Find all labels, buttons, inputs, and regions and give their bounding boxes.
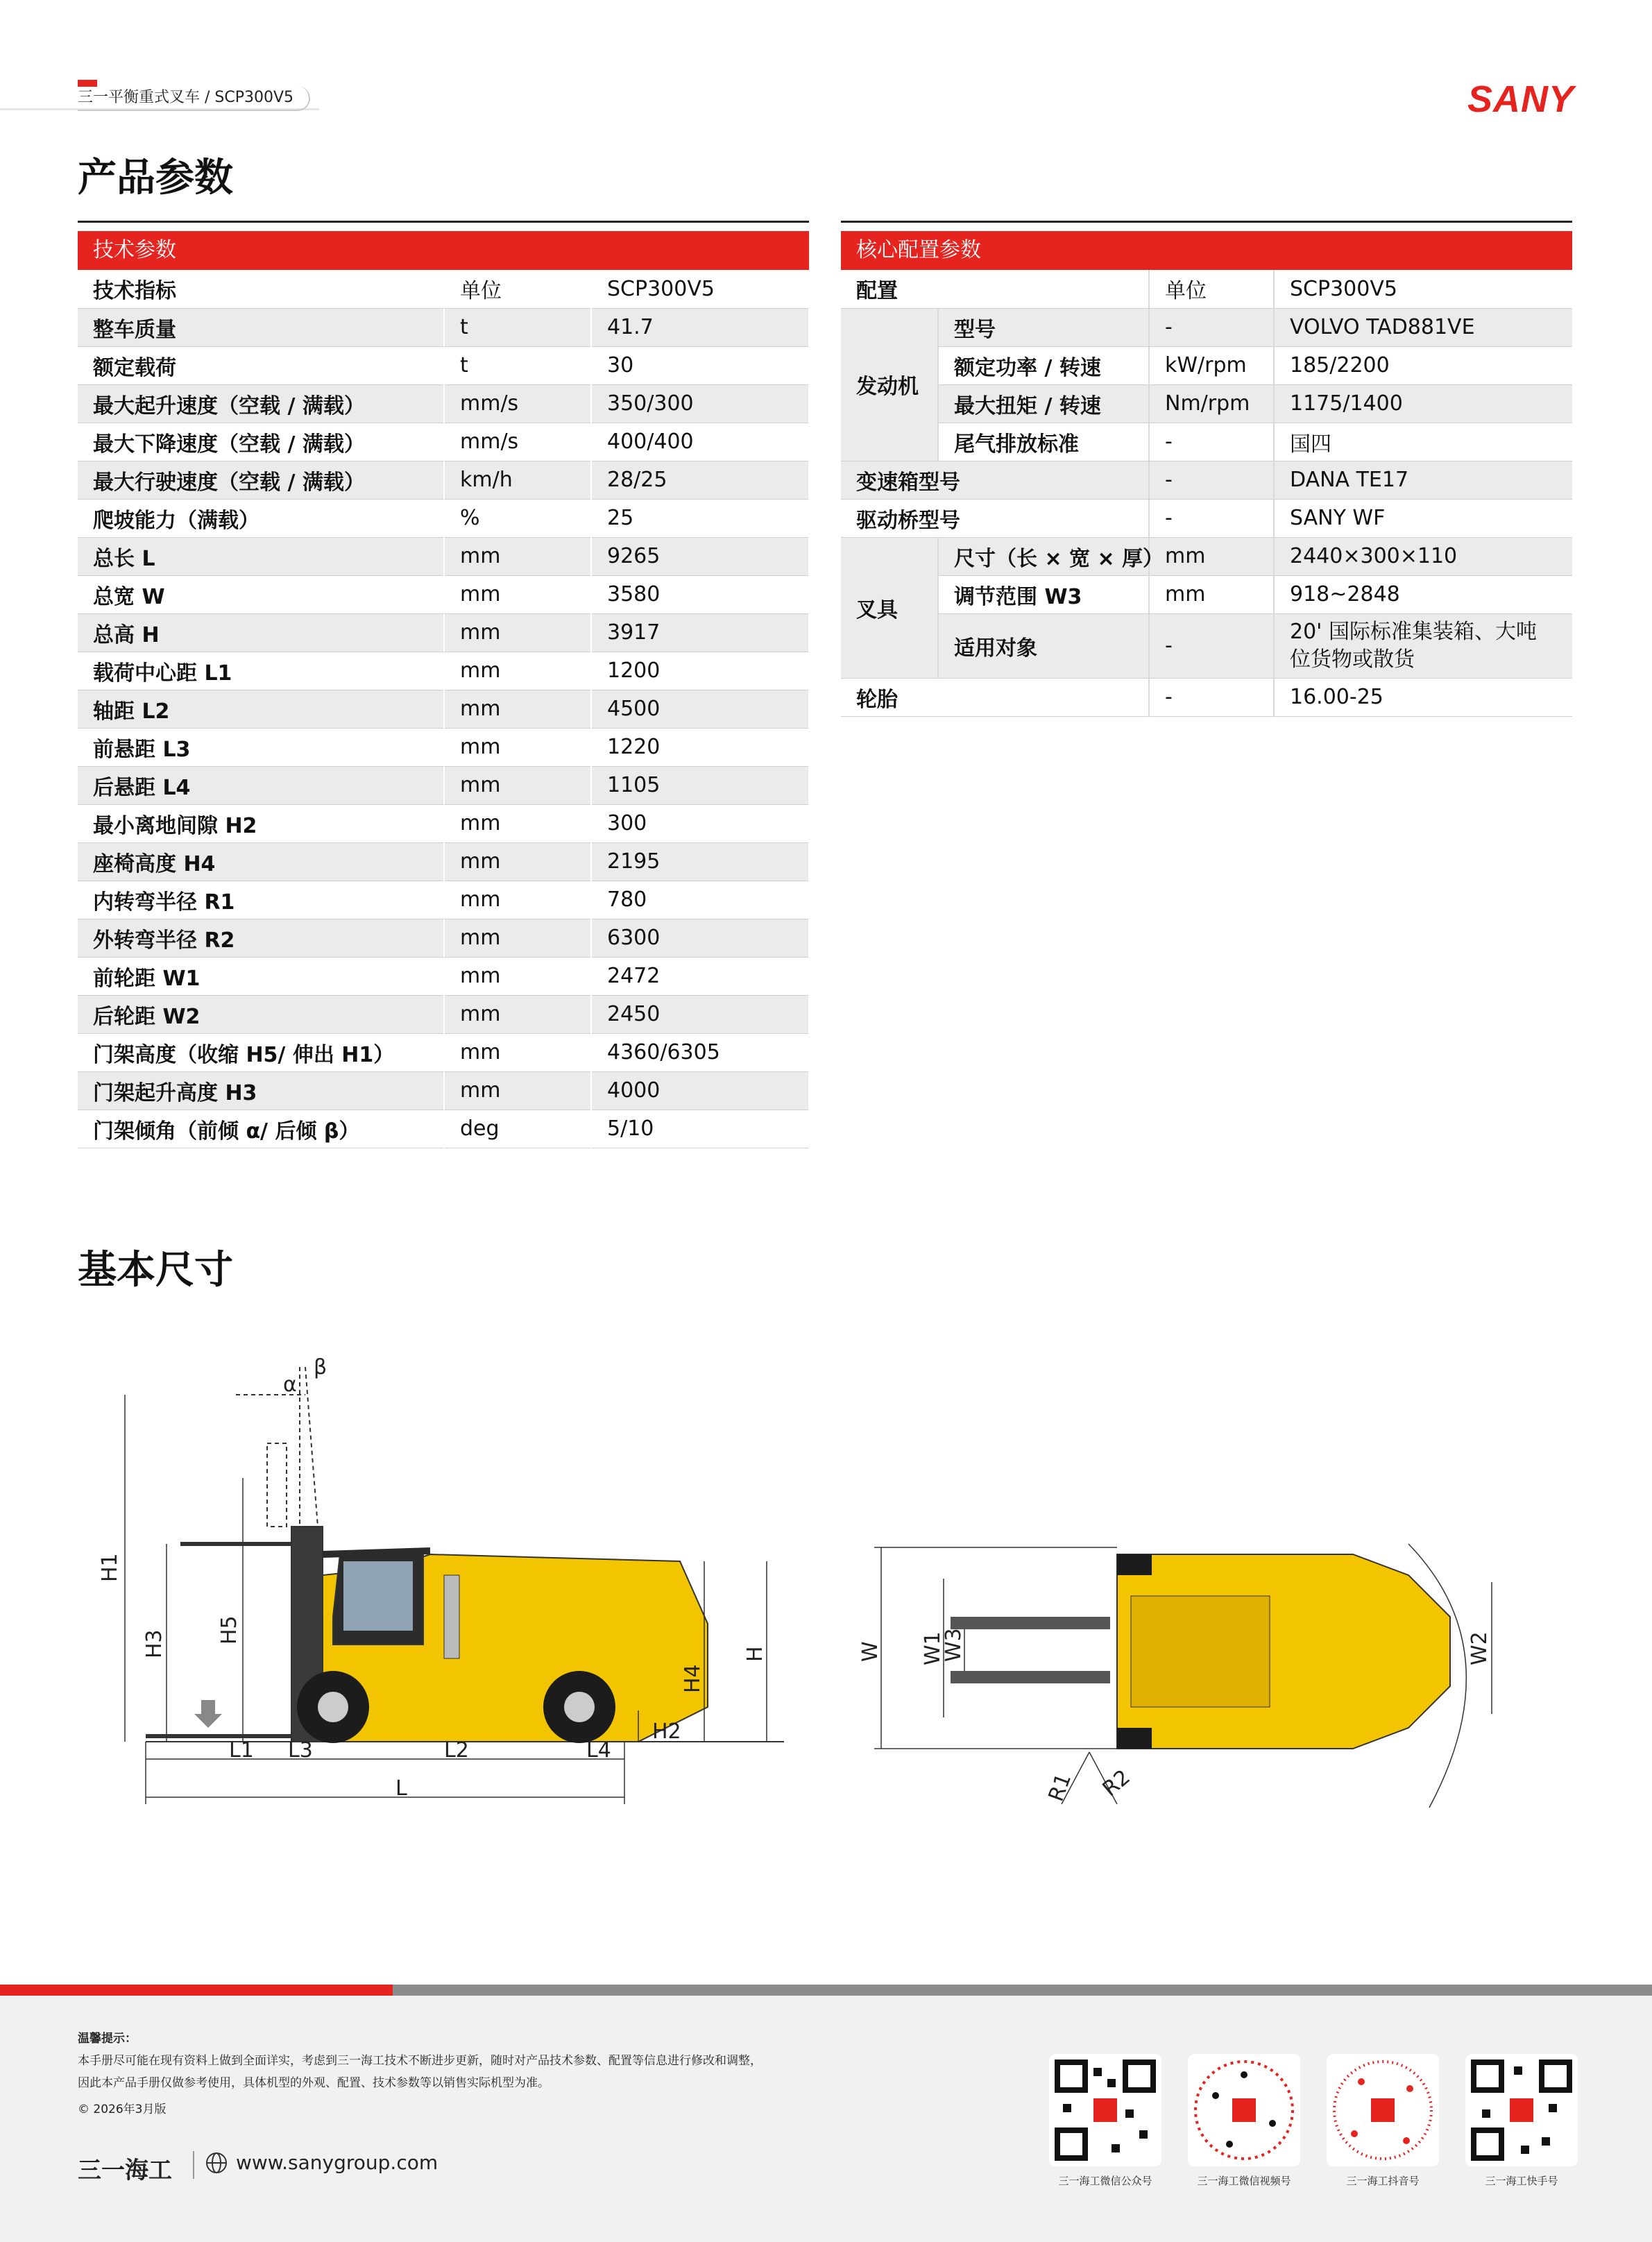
table-row xyxy=(78,766,809,804)
table-row xyxy=(78,1110,809,1148)
cell: - xyxy=(1149,423,1274,461)
fork-group: 叉具 xyxy=(841,537,938,678)
cell: mm xyxy=(444,957,591,995)
table-row xyxy=(78,1071,809,1110)
cell: 总长 L xyxy=(78,537,444,575)
website-text: www.sanygroup.com xyxy=(236,2151,438,2174)
copyright: © 2026年3月版 xyxy=(78,2103,167,2116)
cell: 调节范围 W3 xyxy=(938,575,1149,613)
table-row xyxy=(78,652,809,690)
cell: kW/rpm xyxy=(1149,346,1274,384)
cell: 185/2200 xyxy=(1274,346,1572,384)
table-row xyxy=(78,995,809,1033)
dim-label: L1 xyxy=(229,1738,254,1763)
cell: 780 xyxy=(591,881,809,919)
tech-table-header xyxy=(78,270,809,308)
cell: t xyxy=(444,346,591,384)
cell: 总高 H xyxy=(78,613,444,652)
table-row xyxy=(78,613,809,652)
cell: 28/25 xyxy=(591,461,809,499)
header-cell: 配置 xyxy=(841,270,1149,308)
dim-label: β xyxy=(314,1355,327,1379)
dim-label: W2 xyxy=(1467,1631,1492,1665)
table-row xyxy=(78,957,809,995)
cell: t xyxy=(444,308,591,346)
qr-label: 三一海工微信公众号 xyxy=(1058,2175,1152,2187)
table-row xyxy=(78,690,809,728)
cell: 前轮距 W1 xyxy=(78,957,444,995)
table-row xyxy=(841,678,1572,716)
cell: mm xyxy=(444,537,591,575)
table-row xyxy=(78,499,809,537)
table-row xyxy=(841,384,1572,423)
cell: 16.00-25 xyxy=(1274,678,1572,716)
core-table-title: 核心配置参数 xyxy=(841,231,1572,270)
cell: - xyxy=(1149,499,1274,537)
cell: Nm/rpm xyxy=(1149,384,1274,423)
forklift-top-view xyxy=(853,1527,1547,1818)
table-row xyxy=(78,842,809,881)
divider xyxy=(193,2151,194,2179)
table-row xyxy=(78,537,809,575)
cell: % xyxy=(444,499,591,537)
qr-label: 三一海工快手号 xyxy=(1485,2175,1558,2187)
cell: 6300 xyxy=(591,919,809,957)
cell: mm xyxy=(444,613,591,652)
website-link[interactable] xyxy=(205,2151,438,2174)
cell: 前悬距 L3 xyxy=(78,728,444,766)
cell: 1105 xyxy=(591,766,809,804)
cell: 额定功率 / 转速 xyxy=(938,346,1149,384)
header-tag: 三一平衡重式叉车 / SCP300V5 xyxy=(78,86,310,111)
cell: mm xyxy=(444,1033,591,1071)
brand-name: 三一海工 xyxy=(78,2157,172,2184)
cell: 4500 xyxy=(591,690,809,728)
cell: 总宽 W xyxy=(78,575,444,613)
dim-label: L xyxy=(395,1776,407,1801)
cell: mm xyxy=(444,1071,591,1110)
qr-icon xyxy=(1049,2054,1161,2166)
tech-table-title: 技术参数 xyxy=(78,231,809,270)
cell: 适用对象 xyxy=(938,613,1149,678)
cell: 最大行驶速度（空载 / 满载） xyxy=(78,461,444,499)
cell: 座椅高度 H4 xyxy=(78,842,444,881)
table-row xyxy=(841,537,1572,575)
cell: 驱动桥型号 xyxy=(841,499,1149,537)
qr-label: 三一海工微信视频号 xyxy=(1197,2175,1291,2187)
table-row xyxy=(78,804,809,842)
dim-label: W1 xyxy=(921,1631,945,1665)
globe-icon xyxy=(205,2152,228,2174)
table-row xyxy=(841,499,1572,537)
cell: 门架倾角（前倾 α/ 后倾 β） xyxy=(78,1110,444,1148)
table-row xyxy=(78,423,809,461)
header-cell: 单位 xyxy=(1149,270,1274,308)
cell: 轴距 L2 xyxy=(78,690,444,728)
cell: mm/s xyxy=(444,384,591,423)
cell: mm xyxy=(444,842,591,881)
table-row xyxy=(841,613,1572,678)
cell: 最大起升速度（空载 / 满载） xyxy=(78,384,444,423)
cell: 25 xyxy=(591,499,809,537)
forklift-side-view xyxy=(97,1353,791,1811)
cell: - xyxy=(1149,613,1274,678)
cell: mm xyxy=(444,881,591,919)
dim-label: α xyxy=(283,1373,297,1397)
cell: mm xyxy=(444,652,591,690)
qr-icon xyxy=(1327,2054,1439,2166)
cell: 门架起升高度 H3 xyxy=(78,1071,444,1110)
cell: 4000 xyxy=(591,1071,809,1110)
table-row xyxy=(78,919,809,957)
cell: 最大扭矩 / 转速 xyxy=(938,384,1149,423)
cell: mm xyxy=(444,804,591,842)
cell: 外转弯半径 R2 xyxy=(78,919,444,957)
cell: 41.7 xyxy=(591,308,809,346)
cell: 3580 xyxy=(591,575,809,613)
dim-label: L2 xyxy=(444,1738,469,1763)
dim-label: L3 xyxy=(288,1738,313,1763)
table-row xyxy=(78,1033,809,1071)
cell: - xyxy=(1149,678,1274,716)
dims-title: 基本尺寸 xyxy=(78,1248,233,1293)
cell: SANY WF xyxy=(1274,499,1572,537)
cell: 3917 xyxy=(591,613,809,652)
cell: 4360/6305 xyxy=(591,1033,809,1071)
cell: 尺寸（长 × 宽 × 厚） xyxy=(938,537,1149,575)
cell: mm xyxy=(444,690,591,728)
cell: 额定载荷 xyxy=(78,346,444,384)
dim-label: H2 xyxy=(652,1719,681,1744)
notice-line: 本手册尽可能在现有资料上做到全面详实，考虑到三一海工技术不断进步更新，随时对产品技术参数、配置等信息进行修改和调整， xyxy=(78,2054,762,2068)
cell: 2472 xyxy=(591,957,809,995)
dim-label: H3 xyxy=(142,1629,167,1658)
qr-label: 三一海工抖音号 xyxy=(1346,2175,1420,2187)
cell: 后轮距 W2 xyxy=(78,995,444,1033)
cell: 30 xyxy=(591,346,809,384)
dim-label: H xyxy=(743,1646,767,1662)
cell: 变速箱型号 xyxy=(841,461,1149,499)
notice-line: 因此本产品手册仅做参考使用，具体机型的外观、配置、技术参数等以销售实际机型为准。 xyxy=(78,2076,550,2090)
cell: 1200 xyxy=(591,652,809,690)
tech-table xyxy=(78,221,809,1148)
dim-label: H4 xyxy=(681,1664,705,1693)
qr-code-douyin[interactable] xyxy=(1327,2054,1439,2166)
dim-label: H1 xyxy=(98,1553,122,1582)
cell: 1220 xyxy=(591,728,809,766)
notice xyxy=(78,2028,980,2094)
footer-accent xyxy=(0,1985,393,1996)
table-row xyxy=(841,346,1572,384)
cell: - xyxy=(1149,461,1274,499)
cell: 918~2848 xyxy=(1274,575,1572,613)
header-cell: 单位 xyxy=(444,270,591,308)
qr-code-kuaishou[interactable] xyxy=(1465,2054,1578,2166)
table-row xyxy=(78,728,809,766)
params-title: 产品参数 xyxy=(78,155,233,201)
qr-code-video[interactable] xyxy=(1188,2054,1300,2166)
cell: 整车质量 xyxy=(78,308,444,346)
cell: 400/400 xyxy=(591,423,809,461)
table-row xyxy=(841,461,1572,499)
cell: 型号 xyxy=(938,308,1149,346)
core-table xyxy=(841,221,1572,717)
cell: mm xyxy=(1149,575,1274,613)
table-row xyxy=(78,575,809,613)
header-cell: SCP300V5 xyxy=(1274,270,1572,308)
cell: 尾气排放标准 xyxy=(938,423,1149,461)
cell: 爬坡能力（满载） xyxy=(78,499,444,537)
cell: mm xyxy=(444,575,591,613)
cell: 国四 xyxy=(1274,423,1572,461)
cell: 最小离地间隙 H2 xyxy=(78,804,444,842)
dim-label: W3 xyxy=(942,1628,966,1662)
notice-title: 温馨提示： xyxy=(78,2032,137,2046)
cell: 20' 国际标准集装箱、大吨位货物或散货 xyxy=(1274,613,1572,678)
sany-logo: SANY xyxy=(1467,78,1574,120)
cell: 后悬距 L4 xyxy=(78,766,444,804)
cell: 2195 xyxy=(591,842,809,881)
cell: deg xyxy=(444,1110,591,1148)
cell: km/h xyxy=(444,461,591,499)
dim-label: R2 xyxy=(1098,1765,1135,1802)
qr-icon xyxy=(1465,2054,1578,2166)
cell: 350/300 xyxy=(591,384,809,423)
cell: 1175/1400 xyxy=(1274,384,1572,423)
cell: mm xyxy=(1149,537,1274,575)
cell: 300 xyxy=(591,804,809,842)
cell: mm xyxy=(444,995,591,1033)
table-row xyxy=(78,308,809,346)
cell: - xyxy=(1149,308,1274,346)
table-row xyxy=(78,346,809,384)
core-table-header xyxy=(841,270,1572,308)
cell: 最大下降速度（空载 / 满载） xyxy=(78,423,444,461)
table-row xyxy=(78,881,809,919)
table-row xyxy=(78,461,809,499)
cell: DANA TE17 xyxy=(1274,461,1572,499)
engine-group: 发动机 xyxy=(841,308,938,461)
table-row xyxy=(841,308,1572,346)
table-row xyxy=(841,423,1572,461)
cell: 9265 xyxy=(591,537,809,575)
footer-bar xyxy=(393,1985,1652,1996)
table-row xyxy=(841,575,1572,613)
dim-label: L4 xyxy=(586,1738,611,1763)
header-cell: 技术指标 xyxy=(78,270,444,308)
dim-label: R1 xyxy=(1044,1770,1077,1805)
cell: 5/10 xyxy=(591,1110,809,1148)
cell: 2440×300×110 xyxy=(1274,537,1572,575)
qr-code-wechat[interactable] xyxy=(1049,2054,1161,2166)
cell: 内转弯半径 R1 xyxy=(78,881,444,919)
cell: mm xyxy=(444,728,591,766)
cell: VOLVO TAD881VE xyxy=(1274,308,1572,346)
cell: mm xyxy=(444,766,591,804)
qr-icon xyxy=(1188,2054,1300,2166)
header-cell: SCP300V5 xyxy=(591,270,809,308)
dim-label: W xyxy=(858,1641,883,1662)
cell: 轮胎 xyxy=(841,678,1149,716)
cell: 2450 xyxy=(591,995,809,1033)
cell: mm/s xyxy=(444,423,591,461)
cell: 载荷中心距 L1 xyxy=(78,652,444,690)
dim-label: H5 xyxy=(217,1615,241,1645)
cell: 门架高度（收缩 H5/ 伸出 H1） xyxy=(78,1033,444,1071)
cell: mm xyxy=(444,919,591,957)
table-row xyxy=(78,384,809,423)
